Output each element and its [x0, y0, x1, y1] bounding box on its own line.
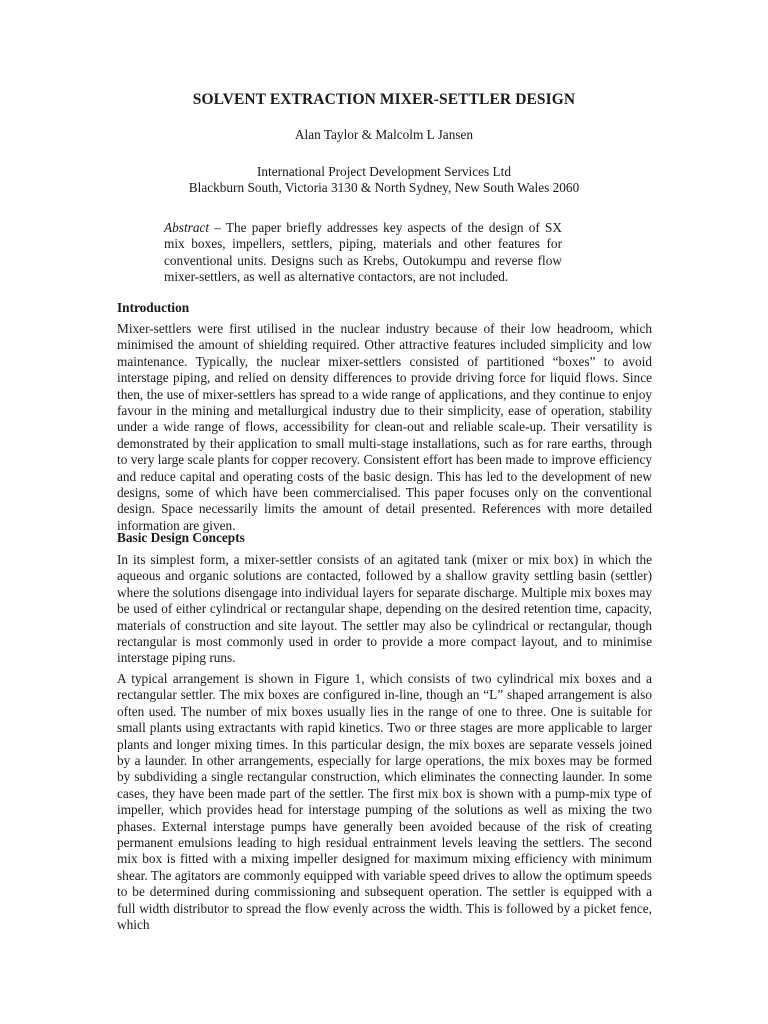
paper-authors: Alan Taylor & Malcolm L Jansen: [294, 127, 474, 142]
abstract: [164, 220, 562, 286]
affiliation-org: International Project Development Services Ltd: [256, 164, 512, 179]
basic-design-text-1: In its simplest form, a mixer-settler consists of an agitated tank (mixer or mix box) in which the aqueous and organic solutions are contacted, followed by a shallow gravity settling basin (settler) where the solutions disengage into individual layers for separate discharge. Multiple mix boxes may be used of either cylindrical or rectangular shape, depending on the desired retention time, capacity, materials of construction and site layout. The settler may also be cylindrical or rectangular, though rectangular is most commonly used in order to provide a more compact layout, and to minimise interstage piping runs.: [117, 552, 652, 666]
abstract-label: Abstract: [164, 220, 210, 235]
heading-introduction: Introduction: [117, 300, 190, 315]
affiliation: [0, 164, 768, 196]
basic-design-paragraph-1: [117, 552, 652, 667]
heading-basic-design: Basic Design Concepts: [117, 530, 245, 545]
introduction-paragraph: [117, 321, 652, 534]
introduction-text: Mixer-settlers were first utilised in the nuclear industry because of their low headroom, which minimised the amount of shielding required. Other attractive features included simplicity and low maintenance. Typically, the nuclear mixer-settlers consisted of partitioned “boxes” to avoid interstage piping, and relied on density differences to provide driving force for liquid flows. Since then, the use of mixer-settlers has spread to a wide range of applications, and they continue to enjoy favour in the mining and metallurgical industry due to their simplicity, ease of operation, stability under a wide range of flows, accessibility for clean-out and reliable scale-up. Their versatility is demonstrated by their application to small multi-stage installations, such as for rare earths, through to very large scale plants for copper recovery. Consistent effort has been made to improve efficiency and reduce capital and operating costs of the basic design. This has led to the development of new designs, some of which have been commercialised. This paper focuses only on the conventional design. Space necessarily limits the amount of detail presented. References with more detailed information are given.: [117, 321, 652, 533]
abstract-text: – The paper briefly addresses key aspects of the design of SX mix boxes, impellers, settlers, piping, materials and other features for conventional units. Designs such as Krebs, Outokumpu and reverse flow mixer-settlers, as well as alternative contactors, are not included.: [164, 220, 562, 285]
paper-title: SOLVENT EXTRACTION MIXER-SETTLER DESIGN: [192, 91, 576, 108]
basic-design-text-2: A typical arrangement is shown in Figure 1, which consists of two cylindrical mix boxes and a rectangular settler. The mix boxes are configured in-line, though an “L” shaped arrangement is also often used. The number of mix boxes usually lies in the range of one to three. One is suitable for small plants using extractants with rapid kinetics. Two or three stages are more applicable to larger plants and longer mixing times. In this particular design, the mix boxes are separate vessels joined by a launder. In other arrangements, especially for large operations, the mix boxes may be formed by subdividing a single rectangular construction, which eliminates the connecting launder. In some cases, they have been made part of the settler. The first mix box is shown with a pump-mix type of impeller, which provides head for interstage pumping of the solutions as well as mixing the two phases. External interstage pumps have generally been avoided because of the risk of creating permanent emulsions leading to high residual entrainment levels leaving the settlers. The second mix box is fitted with a mixing impeller designed for maximum mixing efficiency with minimum shear. The agitators are commonly equipped with variable speed drives to allow the optimum speeds to be determined during commissioning and subsequent operation. The settler is equipped with a full width distributor to spread the flow evenly across the width. This is followed by a picket fence, which: [117, 671, 652, 933]
affiliation-address: Blackburn South, Victoria 3130 & North Sydney, New South Wales 2060: [188, 180, 580, 195]
basic-design-paragraph-2: [117, 671, 652, 934]
